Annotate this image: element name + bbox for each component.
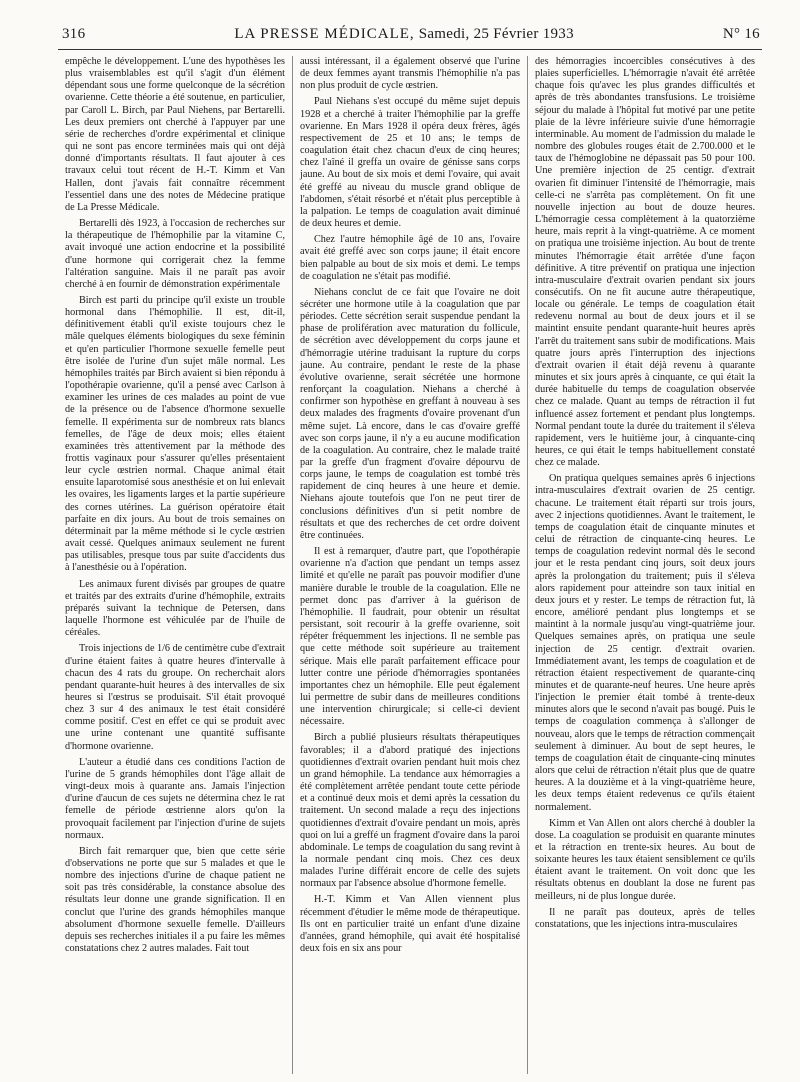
article-paragraph: Trois injections de 1/6 de centimètre cube d'extrait d'urine étaient faites à quatre heures d'intervalle à chacun des 4 rats du groupe. On recherchait alors pendant quarante-huit heures à des intervalles de six heures si l'œstrus se produisait. S'il était provoqué chez 3 sur 4 des animaux le test était considéré comme positif. C'est en effet ce qui se produit avec une urine contenant une quantité suffisante d'hormone ovarienne. (65, 643, 286, 752)
article-paragraph: Il est à remarquer, d'autre part, que l'opothérapie ovarienne n'a d'action que pendant un temps assez limité et qu'elle ne paraît pas pouvoir modifier d'une manière durable le trouble de la coagulation. Elle ne permet donc pas d'arriver à la guérison de l'hémophilie. Il faudrait, pour obtenir un résultat persistant, soit recourir à la greffe ovarienne, soit répéter fréquemment les injections. Il ne semble pas que cette méthode soit supérieure au traitement sérique. Mais elle paraît parfaitement efficace pour lutter contre une période d'hémorragies spontanées importantes chez un hémophile. Elle peut également lui permettre de subir dans de meilleures conditions une intervention chirurgicale; si celle-ci devient nécessaire. (300, 546, 520, 728)
article-paragraph: Niehans conclut de ce fait que l'ovaire ne doit sécréter une hormone utile à la coagulation que par périodes. Cette sécrétion serait suspendue pendant la phase de prolifération avec maturation du follicule, de sécrétion avec développement du corps jaune et d'hémorragie utérine traduisant la rupture du corps jaune. Au contraire, pendant le reste de la phase évolutive ovarienne, serait sécrétée une hormone renforçant la coagulation. Niehans a cherché à confirmer son hypothèse en greffant à nouveau à ses deux malades des fragments d'ovaire provenant d'un même sujet. Là encore, dans le cas d'ovaire greffé avec son corps jaune, il n'y a eu aucune modification de la coagulation. Au contraire, chez le malade traité par la greffe d'un fragment d'ovaire dépourvu de corps jaune, le temps de coagulation est tombé très rapidement de cinq heures à une heure et demie. Niehans ajoute toutefois que l'on ne peut tirer de conclusions définitives d'un si petit nombre de résultats et que des recherches de cet ordre doivent être continuées. (300, 286, 520, 541)
journal-title: LA PRESSE MÉDICALE, (234, 26, 415, 42)
header-rule (58, 49, 762, 50)
journal-title-line (234, 26, 574, 43)
article-paragraph: Birch fait remarquer que, bien que cette série d'observations ne porte que sur 5 malades et que le nombre des injections d'urine de chaque patient ne soit pas très considérable, la constance absolue des résultats leur donne une grande signification. Il en conclut que l'urine des grands hémophiles manque absolument d'hormone sexuelle femelle. D'ailleurs depuis ses recherches initiales il a pu faire les mêmes constatations chez 2 autres malades. Fait tout (65, 845, 285, 955)
article-paragraph: des hémorragies incoercibles consécutives à des plaies superficielles. L'hémorragie n'avait été arrêtée chaque fois qu'avec les plus grandes difficultés et après de très abondantes transfusions. Le troisième séjour du malade à l'hôpital fut motivé par une petite plaie de la lèvre inférieure suivie d'une hémorragie interminable. Au moment de l'admission du malade le nombre des globules rouges était de 2.700.000 et le taux de l'hémoglobine ne dépassait pas 50 pour 100. Une première injection de 25 centigr. d'extrait ovarien fit diminuer l'intensité de l'hémorragie, mais celle-ci ne s'arrêta pas complètement. On fit une nouvelle injection au bout de douze heures. L'hémorragie cessa complètement à la quatorzième heure, mais reprit à la vingt-quatrième. A ce moment on pratiqua une troisième injection. Au bout de trente minutes l'hémorragie était arrêtée d'une façon définitive. A titre préventif on pratiqua une injection intra-musculaire d'extrait ovarien pendant six jours consécutifs. On ne fit aucune autre thérapeutique, locale ou générale. Le temps de coagulation était redevenu normal au bout de deux jours et il se maintint ensuite pendant quarante-huit heures après l'arrêt du traitement sans subir de modifications. Mais quatre jours après l'interruption des injections d'extrait ovarien il était déjà revenu à quarante minutes et six jours après à cinquante, ce qui était la durée habituelle du temps de coagulation observée chez ce malade. Quant au temps de rétraction il fut influencé assez fortement et pendant plus longtemps. Normal pendant toute la durée du traitement il s'éleva rapidement, vers le huitième jour, à cinquante-cinq heures, ce qui était le temps habituellement constaté chez ce malade. (535, 56, 755, 469)
page-number: 316 (62, 26, 86, 42)
article-paragraph: Birch est parti du principe qu'il existe un trouble hormonal dans l'hémophilie. Il est, dit-il, définitivement établi qu'il existe toujours chez le mâle quelques éléments biologiques du sexe féminin et qu'en particulier l'hormone sexuelle femelle peut être isolée de l'urine d'un sujet mâle normal. Les hémophiles traités par Birch avaient si bien répondu à l'opothérapie ovarienne, qu'il a pensé avec Carlson à examiner les urines de ces malades au point de vue de la présence ou de l'absence d'hormone sexuelle femelle. Il expérimenta sur de nombreux rats blancs femelles, de l'âge de deux mois; elles étaient examinées très attentivement par la méthode des frottis vaginaux pour s'assurer qu'elles présentaient leur cycle œstrien normal. Chaque animal était ensuite laparotomisé sous anesthésie et on lui enlevait les ovaires, les ligaments larges et la partie supérieure des cornes utérines. La guérison opératoire était parfaite en dix jours. Au bout de trois semaines on déterminait par la même méthode si le cycle œstrien avait cessé. Quelques animaux seulement ne furent pas utilisables, presque tous par suite d'accidents dus à l'anesthésie ou à l'opération. (65, 294, 285, 574)
issue-number: N° 16 (722, 26, 760, 42)
article-paragraph: On pratiqua quelques semaines après 6 injections intra-musculaires d'extrait ovarien de 25 centigr. chacune. Le traitement était réparti sur trois jours, avec 2 injections quotidiennes. Avant le traitement, le temps de coagulation était de cinquante minutes et celui de rétraction de cinquante-cinq heures. Le temps de coagulation redevint normal dès le second jour et le resta pendant cinq jours, soit deux jours après la prolongation du traitement; puis il s'éleva alors rapidement pour atteindre son taux initial en deux jours et y rester. Le temps de rétraction fut, là encore, amélioré pendant plus longtemps et se maintint à la normale jusqu'au vingt-quatrième jour. Quelques semaines après, on pratiqua une seule injection de 25 centigr. d'extrait ovarien. Immédiatement avant, les temps de coagulation et de rétraction étaient respectivement de quarante-cinq minutes et de quarante-neuf heures. Une heure après l'injection le premier était tombé à trente-deux minutes alors que le second n'avait pas bougé. Puis le temps de coagulation commença à s'allonger de nouveau, alors que le temps de rétraction commençait seulement à diminuer. Au bout de sept heures, le temps de coagulation était de cinquante-cinq minutes alors que celui de rétraction n'était plus que de quatre heures. A la douzième et à la vingt-quatrième heure, les deux temps étaient redevenus ce qu'ils étaient normalement. (535, 473, 755, 813)
column-2 (292, 56, 527, 1074)
article-paragraph: H.-T. Kimm et Van Allen viennent plus récemment d'étudier le même mode de thérapeutique. Ils ont en particulier traité un enfant d'une dizaine d'années, grand hémophile, qui avait été hospitalisé deux fois en six ans pour (300, 894, 520, 955)
column-1 (58, 56, 292, 1074)
article-paragraph: Chez l'autre hémophile âgé de 10 ans, l'ovaire avait été greffé avec son corps jaune; il était encore bien palpable au bout de six mois et demi. Le temps de coagulation ne s'était pas modifié. (300, 234, 520, 282)
article-paragraph: L'auteur a étudié dans ces conditions l'action de l'urine de 5 grands hémophiles dont l'âge allait de vingt-deux mois à quarante ans. Jamais l'injection d'urine d'aucun de ces sujets ne détermina chez le rat femelle de période œstrienne alors qu'on la provoquait facilement par l'injection d'urine de sujets normaux. (65, 756, 285, 841)
article-paragraph: Bertarelli dès 1923, à l'occasion de recherches sur la thérapeutique de l'hémophilie par la vitamine C, avait invoqué une action endocrine et la possibilité d'une hormone qui corrigerait chez la femme l'altération sanguine. Mais il ne paraît pas avoir cherché à en fournir de démonstration expérimentale (65, 218, 285, 290)
article-paragraph: Birch a publié plusieurs résultats thérapeutiques favorables; il a d'abord pratiqué des injections quotidiennes d'extrait ovarien pendant huit mois chez un grand hémophile. La tendance aux hémorragies a été complètement arrêtée pendant toute cette période et a continué deux mois et demi après la cessation du traitement. Un second malade a reçu des injections quotidiennes d'extrait d'ovaire pendant un mois, après quoi on lui a greffé un fragment d'ovaire dans la paroi abdominale. Le temps de coagulation du sang revint à la normale pendant cinq mois. Chez ces deux malades l'urine différait encore de celle des sujets normaux par l'absence absolue d'hormone femelle. (300, 732, 520, 890)
issue-date: Samedi, 25 Février 1933 (418, 26, 574, 42)
article-columns (58, 56, 762, 1074)
article-paragraph: aussi intéressant, il a également observé que l'urine de deux femmes ayant transmis l'hémophilie n'a pas non plus produit de cycle œstrien. (300, 56, 520, 92)
column-3 (527, 56, 762, 1074)
article-paragraph: Les animaux furent divisés par groupes de quatre et traités par des extraits d'urine d'hémophile, extraits préparés suivant la technique de Petersen, dans laquelle l'hormone est véhiculée par de l'huile de céréales. (65, 578, 285, 639)
article-paragraph: Il ne paraît pas douteux, après de telles constatations, que les injections intra-musculaires (535, 906, 755, 930)
page-header (62, 26, 760, 48)
article-paragraph: empêche le développement. L'une des hypothèses les plus vraisemblables est qu'il s'agit d'un élément dépendant sous une forme quelconque de la sécrétion ovarienne. Cette théorie a été soutenue, en particulier, par Caroll L. Birch, par Paul Niehens, par Bertarelli. Les deux premiers ont cherché à l'appuyer par une série de recherches d'ordre expérimental et clinique qui ne sont pas encore terminées mais qui ont déjà donné d'importants résultats. Il faut ajouter à ces travaux celui tout récent de H.-T. Kimm et Van Hallen, dont j'avais fait connaître récemment l'essentiel dans une des notes de Médecine pratique de La Presse Médicale. (65, 56, 285, 213)
article-paragraph: Kimm et Van Allen ont alors cherché à doubler la dose. La coagulation se produisit en quarante minutes et la rétraction en trente-six heures. Au bout de soixante heures les taux étaient sensiblement ce qu'ils étaient avant le traitement. On voit donc que les résultats obtenus en doublant la dose ne furent pas meilleurs, ni de plus longue durée. (535, 817, 755, 902)
article-paragraph: Paul Niehans s'est occupé du même sujet depuis 1928 et a cherché à traiter l'hémophilie par la greffe ovarienne. En Mars 1928 il opéra deux frères, âgés respectivement de 25 et 10 ans; le temps de coagulation était chez chacun d'eux de cinq heures; chez l'aîné il greffa un ovaire de génisse sans corps jaune. Au bout de six mois et demi l'ovaire, qui avait été greffé au niveau du muscle grand oblique de l'abdomen, s'était résorbé et n'était plus perceptible à la palpation. Le temps de coagulation avait diminué de deux heures et demie. (300, 96, 520, 230)
